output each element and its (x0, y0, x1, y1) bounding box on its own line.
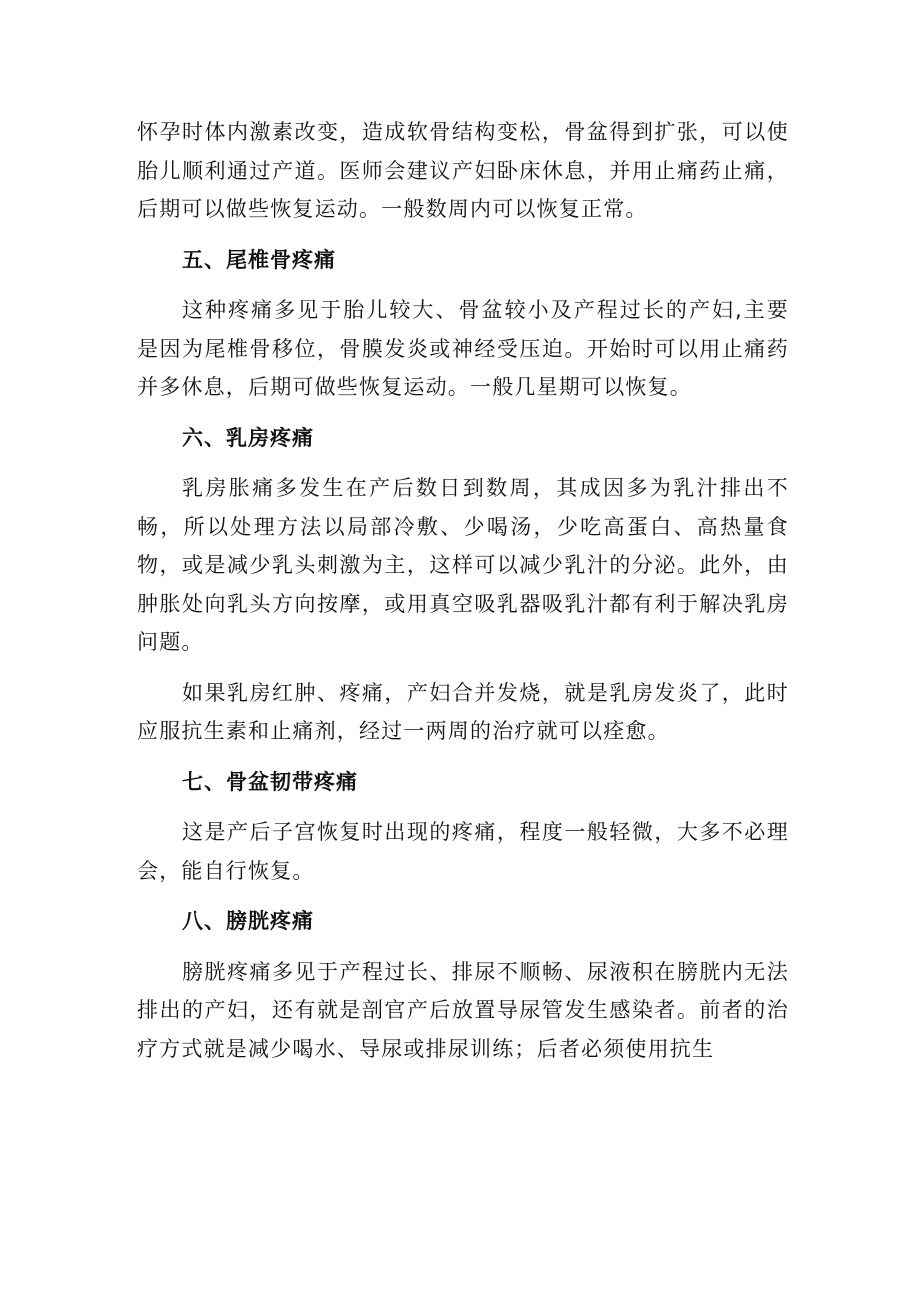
section-heading-6: 六、乳房疼痛 (182, 425, 314, 450)
section-7-paragraph: 这是产后子宫恢复时出现的疼痛，程度一般轻微，大多不必理会，能自行恢复。 (137, 820, 789, 883)
section-6-paragraph-1: 乳房胀痛多发生在产后数日到数周，其成因多为乳汁排出不畅，所以处理方法以局部冷敷、少喝汤，少吃高蛋白、高热量食物，或是减少乳头刺激为主，这样可以减少乳汁的分泌。此外，由肿胀处向乳头方向按摩，或用真空吸乳器吸乳汁都有利于解决乳房问题。 (137, 476, 789, 654)
section-5-paragraph: 这种疼痛多见于胎儿较大、骨盆较小及产程过长的产妇,主要是因为尾椎骨移位，骨膜发炎或神经受压迫。开始时可以用止痛药并多休息，后期可做些恢复运动。一般几星期可以恢复。 (137, 298, 789, 399)
document-body (137, 113, 789, 1068)
section-heading-5: 五、尾椎骨疼痛 (182, 247, 336, 272)
section-heading-7: 七、骨盆韧带疼痛 (182, 769, 358, 794)
section-6-paragraph-2: 如果乳房红肿、疼痛，产妇合并发烧，就是乳房发炎了，此时应服抗生素和止痛剂，经过一两周的治疗就可以痊愈。 (137, 680, 789, 743)
section-heading-8: 八、膀胱疼痛 (182, 909, 314, 933)
section-8-paragraph: 膀胱疼痛多见于产程过长、排尿不顺畅、尿液积在膀胱内无法排出的产妇，还有就是剖官产后放置导尿管发生感染者。前者的治疗方式就是减少喝水、导尿或排尿训练；后者必须使用抗生 (137, 959, 789, 1061)
intro-paragraph: 怀孕时体内激素改变，造成软骨结构变松，骨盆得到扩张，可以使胎儿顺利通过产道。医师会建议产妇卧床休息，并用止痛药止痛，后期可以做些恢复运动。一般数周内可以恢复正常。 (137, 120, 789, 221)
